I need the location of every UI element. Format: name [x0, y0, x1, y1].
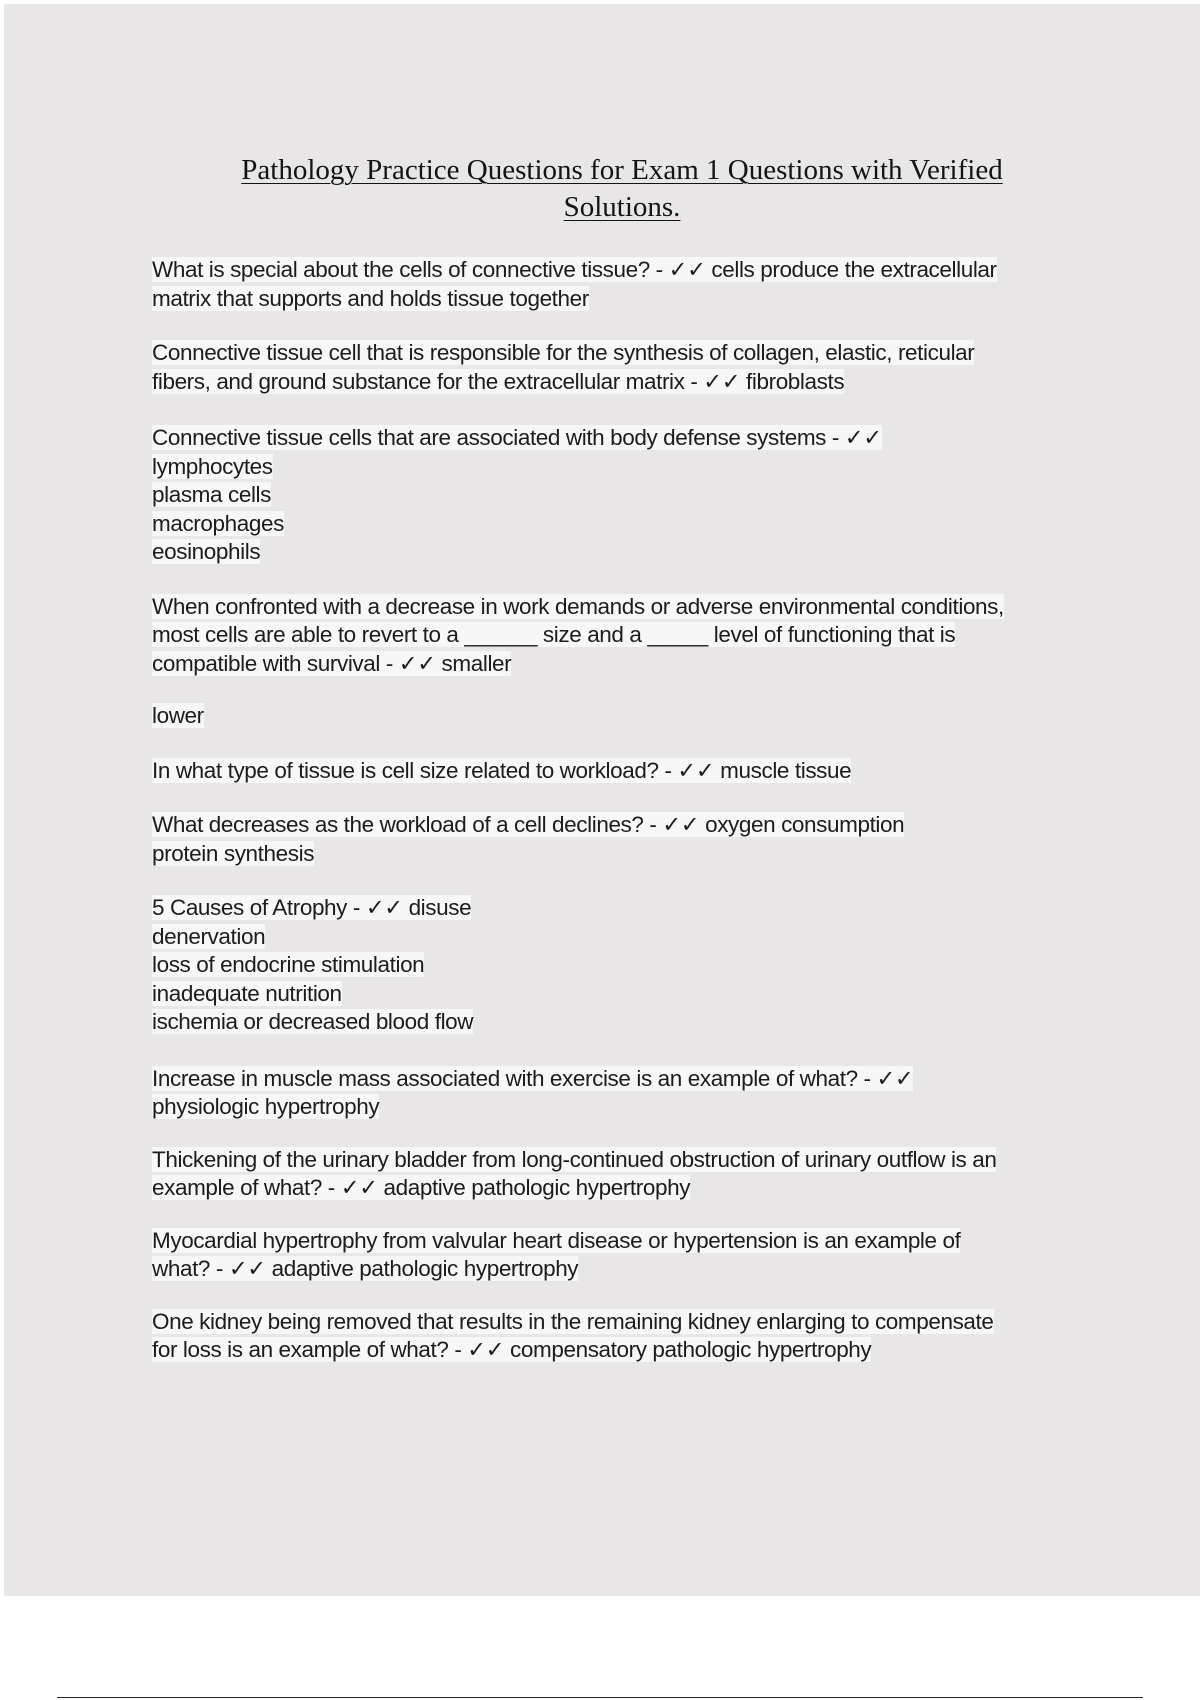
qa-line: [152, 538, 1092, 567]
question-list: [152, 256, 1092, 1391]
qa-line-text: protein synthesis: [152, 840, 315, 866]
qa-line: [152, 757, 1092, 786]
qa-line: [152, 923, 1092, 952]
qa-line-text: loss of endocrine stimulation: [152, 952, 425, 977]
qa-line-text: compatible with survival - ✓✓ smaller: [152, 650, 512, 676]
qa-line: [152, 840, 1092, 869]
qa-item: [152, 339, 1092, 396]
qa-line: [152, 951, 1092, 980]
qa-line: [152, 1255, 1092, 1284]
qa-line: [152, 811, 1092, 840]
qa-line: [152, 650, 1092, 679]
document-title: [104, 152, 1140, 226]
qa-item: [152, 593, 1092, 679]
qa-line-text: What is special about the cells of connective tissue? - ✓✓ cells produce the extracellular: [152, 257, 997, 282]
qa-line: [152, 1065, 1092, 1094]
qa-line: [152, 368, 1092, 397]
qa-line-text: lymphocytes: [152, 453, 273, 479]
qa-line-text: Increase in muscle mass associated with exercise is an example of what? - ✓✓: [152, 1065, 914, 1091]
qa-line: [152, 621, 1092, 650]
qa-item: [152, 1146, 1092, 1203]
qa-line-text: macrophages: [152, 510, 284, 536]
qa-line: [152, 453, 1092, 482]
qa-line-text: Myocardial hypertrophy from valvular heart disease or hypertension is an example of: [152, 1227, 961, 1253]
qa-line: [152, 1308, 1092, 1337]
qa-line-text: fibers, and ground substance for the extracellular matrix - ✓✓ fibroblasts: [152, 368, 845, 394]
qa-line-text: When confronted with a decrease in work demands or adverse environmental conditions,: [152, 593, 1004, 619]
qa-line-text: most cells are able to revert to a ______ size and a _____ level of functioning that is: [152, 622, 956, 647]
qa-line-text: Connective tissue cells that are associated with body defense systems - ✓✓: [152, 425, 882, 450]
qa-line-text: lower: [152, 703, 204, 728]
qa-item: [152, 702, 1092, 731]
qa-line: [152, 256, 1092, 285]
qa-line-text: In what type of tissue is cell size related to workload? - ✓✓ muscle tissue: [152, 757, 852, 783]
qa-line: [152, 593, 1092, 622]
qa-line-text: matrix that supports and holds tissue together: [152, 285, 589, 311]
qa-line: [152, 1008, 1092, 1037]
qa-line-text: inadequate nutrition: [152, 980, 342, 1006]
qa-line: [152, 702, 1092, 731]
qa-item: [152, 757, 1092, 786]
qa-line: [152, 424, 1092, 453]
qa-line: [152, 1336, 1092, 1365]
qa-line: [152, 285, 1092, 314]
qa-item: [152, 1308, 1092, 1365]
qa-item: [152, 1065, 1092, 1122]
footer-divider: [57, 1697, 1143, 1698]
title-line-1: Pathology Practice Questions for Exam 1 Questions with Verified: [241, 154, 1003, 186]
qa-line-text: for loss is an example of what? - ✓✓ compensatory pathologic hypertrophy: [152, 1337, 872, 1362]
qa-line: [152, 1093, 1092, 1122]
qa-line-text: eosinophils: [152, 539, 261, 564]
qa-line: [152, 1146, 1092, 1175]
document-page: [4, 4, 1200, 1596]
qa-line-text: Connective tissue cell that is responsible for the synthesis of collagen, elastic, reticular: [152, 340, 975, 365]
qa-line: [152, 1227, 1092, 1256]
title-line-2: Solutions.: [563, 191, 681, 223]
qa-item: [152, 894, 1092, 1037]
qa-line: [152, 980, 1092, 1009]
qa-item: [152, 1227, 1092, 1284]
qa-line-text: One kidney being removed that results in the remaining kidney enlarging to compensate: [152, 1308, 994, 1334]
qa-line-text: example of what? - ✓✓ adaptive pathologic hypertrophy: [152, 1175, 691, 1200]
qa-line-text: 5 Causes of Atrophy - ✓✓ disuse: [152, 895, 472, 920]
qa-line-text: plasma cells: [152, 482, 271, 507]
qa-item: [152, 424, 1092, 567]
qa-line-text: Thickening of the urinary bladder from long-continued obstruction of urinary outflow is an: [152, 1146, 997, 1172]
qa-line-text: denervation: [152, 923, 266, 949]
qa-line: [152, 481, 1092, 510]
qa-line-text: What decreases as the workload of a cell declines? - ✓✓ oxygen consumption: [152, 812, 905, 837]
qa-line-text: what? - ✓✓ adaptive pathologic hypertrophy: [152, 1256, 579, 1281]
qa-line: [152, 339, 1092, 368]
qa-line: [152, 510, 1092, 539]
qa-line-text: physiologic hypertrophy: [152, 1094, 380, 1119]
qa-line: [152, 894, 1092, 923]
qa-item: [152, 256, 1092, 313]
qa-item: [152, 811, 1092, 868]
qa-line: [152, 1174, 1092, 1203]
qa-line-text: ischemia or decreased blood flow: [152, 1009, 474, 1034]
